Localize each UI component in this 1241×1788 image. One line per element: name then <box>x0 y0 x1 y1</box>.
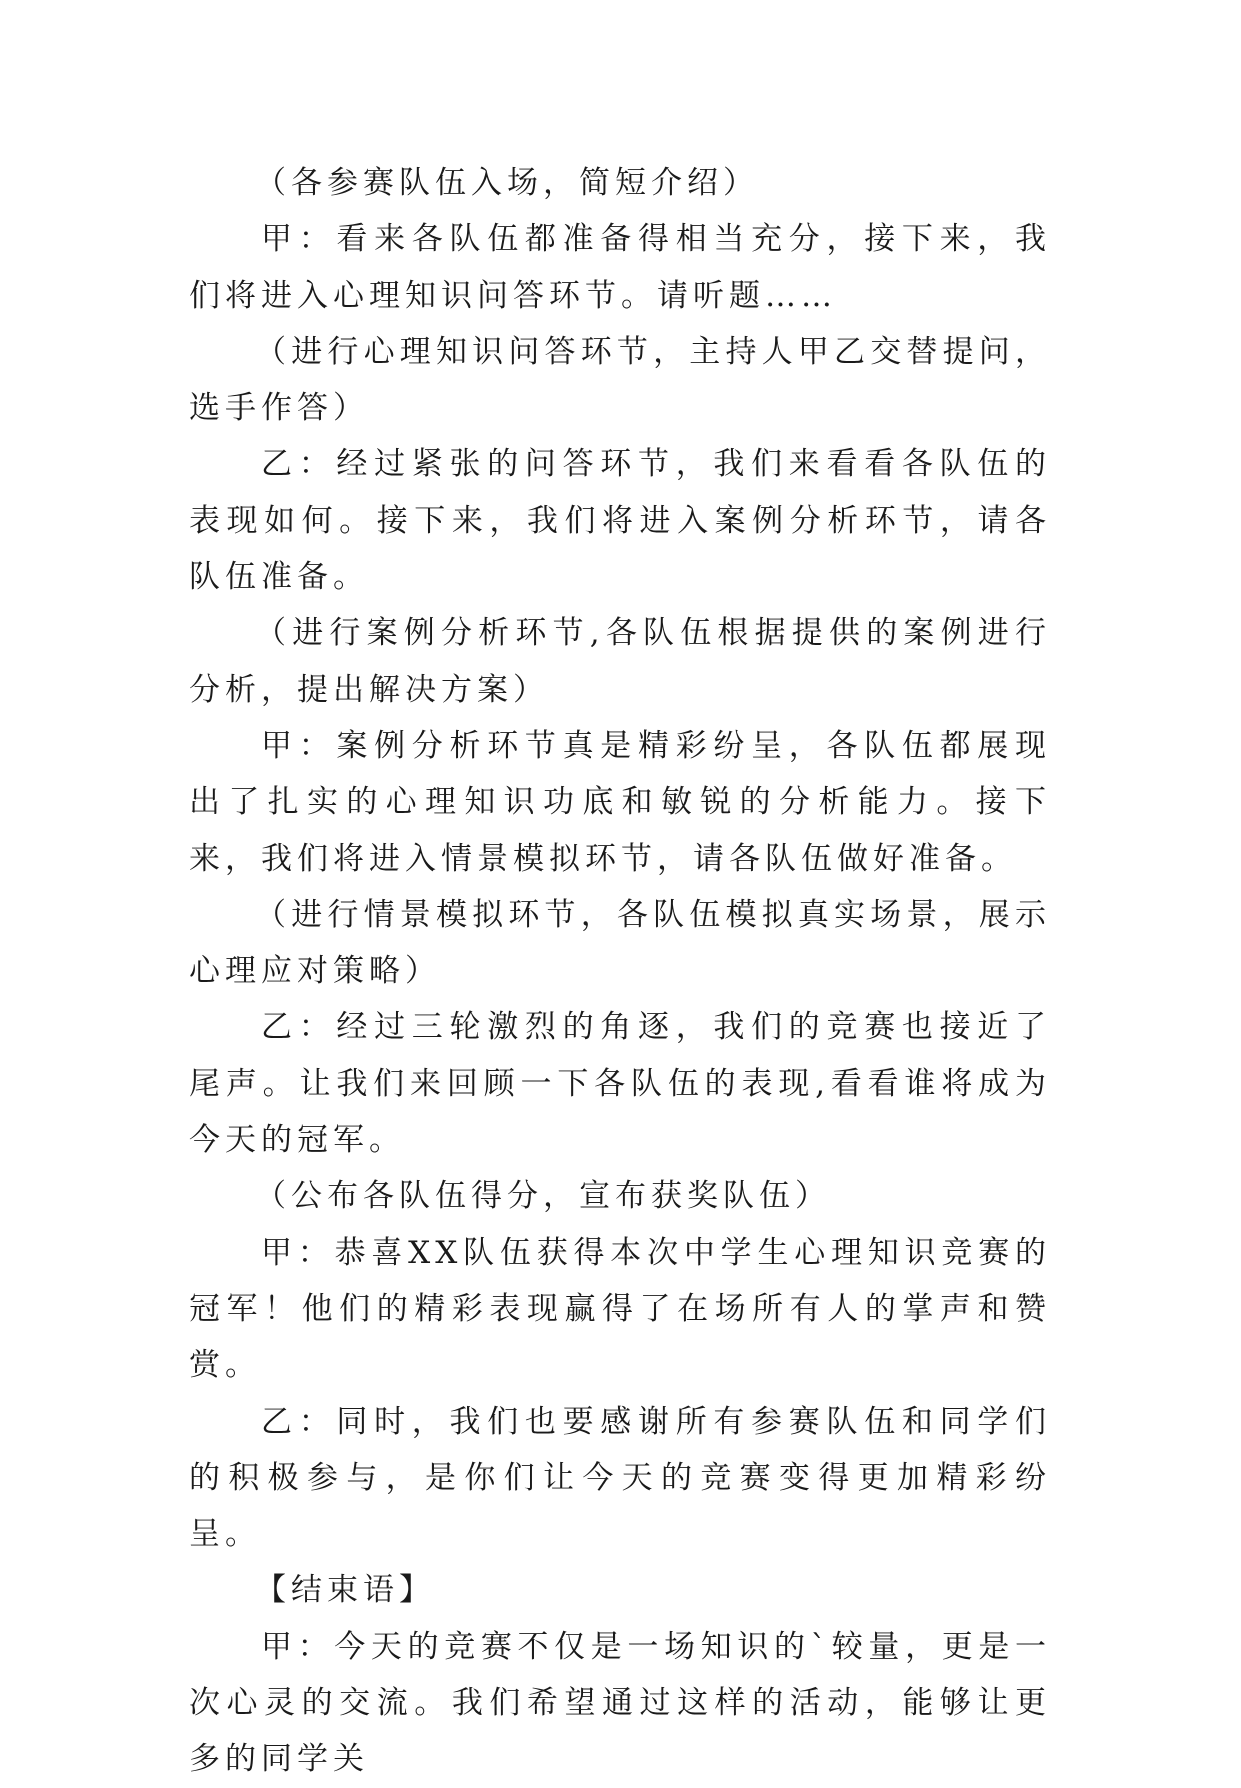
stage-direction-teams-enter: （各参赛队伍入场，简短介绍） <box>255 165 759 201</box>
stage-direction-scenario: （进行情景模拟环节，各队伍模拟真实场景，展示心理应对策略） <box>189 896 1051 990</box>
document-body <box>189 155 1051 1788</box>
stage-direction-quiz: （进行心理知识问答环节，主持人甲乙交替提问，选手作答） <box>189 333 1051 427</box>
host-b-line-case-intro: 乙：经过紧张的问答环节，我们来看看各队伍的表现如何。接下来，我们将进入案例分析环节，请各队伍准备。 <box>189 446 1051 596</box>
section-heading-closing: 【结束语】 <box>255 1572 435 1609</box>
stage-direction-case-analysis: （进行案例分析环节,各队伍根据提供的案例进行分析，提出解决方案） <box>189 615 1051 708</box>
host-a-line-quiz-intro: 甲：看来各队伍都准备得相当充分，接下来，我们将进入心理知识问答环节。请听题…… <box>189 221 1051 314</box>
stage-direction-scores: （公布各队伍得分，宣布获奖队伍） <box>255 1178 831 1215</box>
host-b-line-thanks: 乙：同时，我们也要感谢所有参赛队伍和同学们的积极参与，是你们让今天的竞赛变得更加精彩纷呈。 <box>189 1403 1051 1553</box>
host-a-line-closing: 甲：今天的竞赛不仅是一场知识的`较量，更是一次心灵的交流。我们希望通过这样的活动，能够让更多的同学关 <box>189 1628 1051 1778</box>
host-a-line-scenario-intro: 甲：案例分析环节真是精彩纷呈，各队伍都展现出了扎实的心理知识功底和敏锐的分析能力。接下来，我们将进入情景模拟环节，请各队伍做好准备。 <box>189 727 1051 877</box>
host-a-line-champion: 甲：恭喜XX队伍获得本次中学生心理知识竞赛的冠军！他们的精彩表现赢得了在场所有人的掌声和赞赏。 <box>189 1234 1051 1384</box>
host-b-line-review: 乙：经过三轮激烈的角逐，我们的竞赛也接近了尾声。让我们来回顾一下各队伍的表现,看看谁将成为今天的冠军。 <box>189 1009 1051 1159</box>
